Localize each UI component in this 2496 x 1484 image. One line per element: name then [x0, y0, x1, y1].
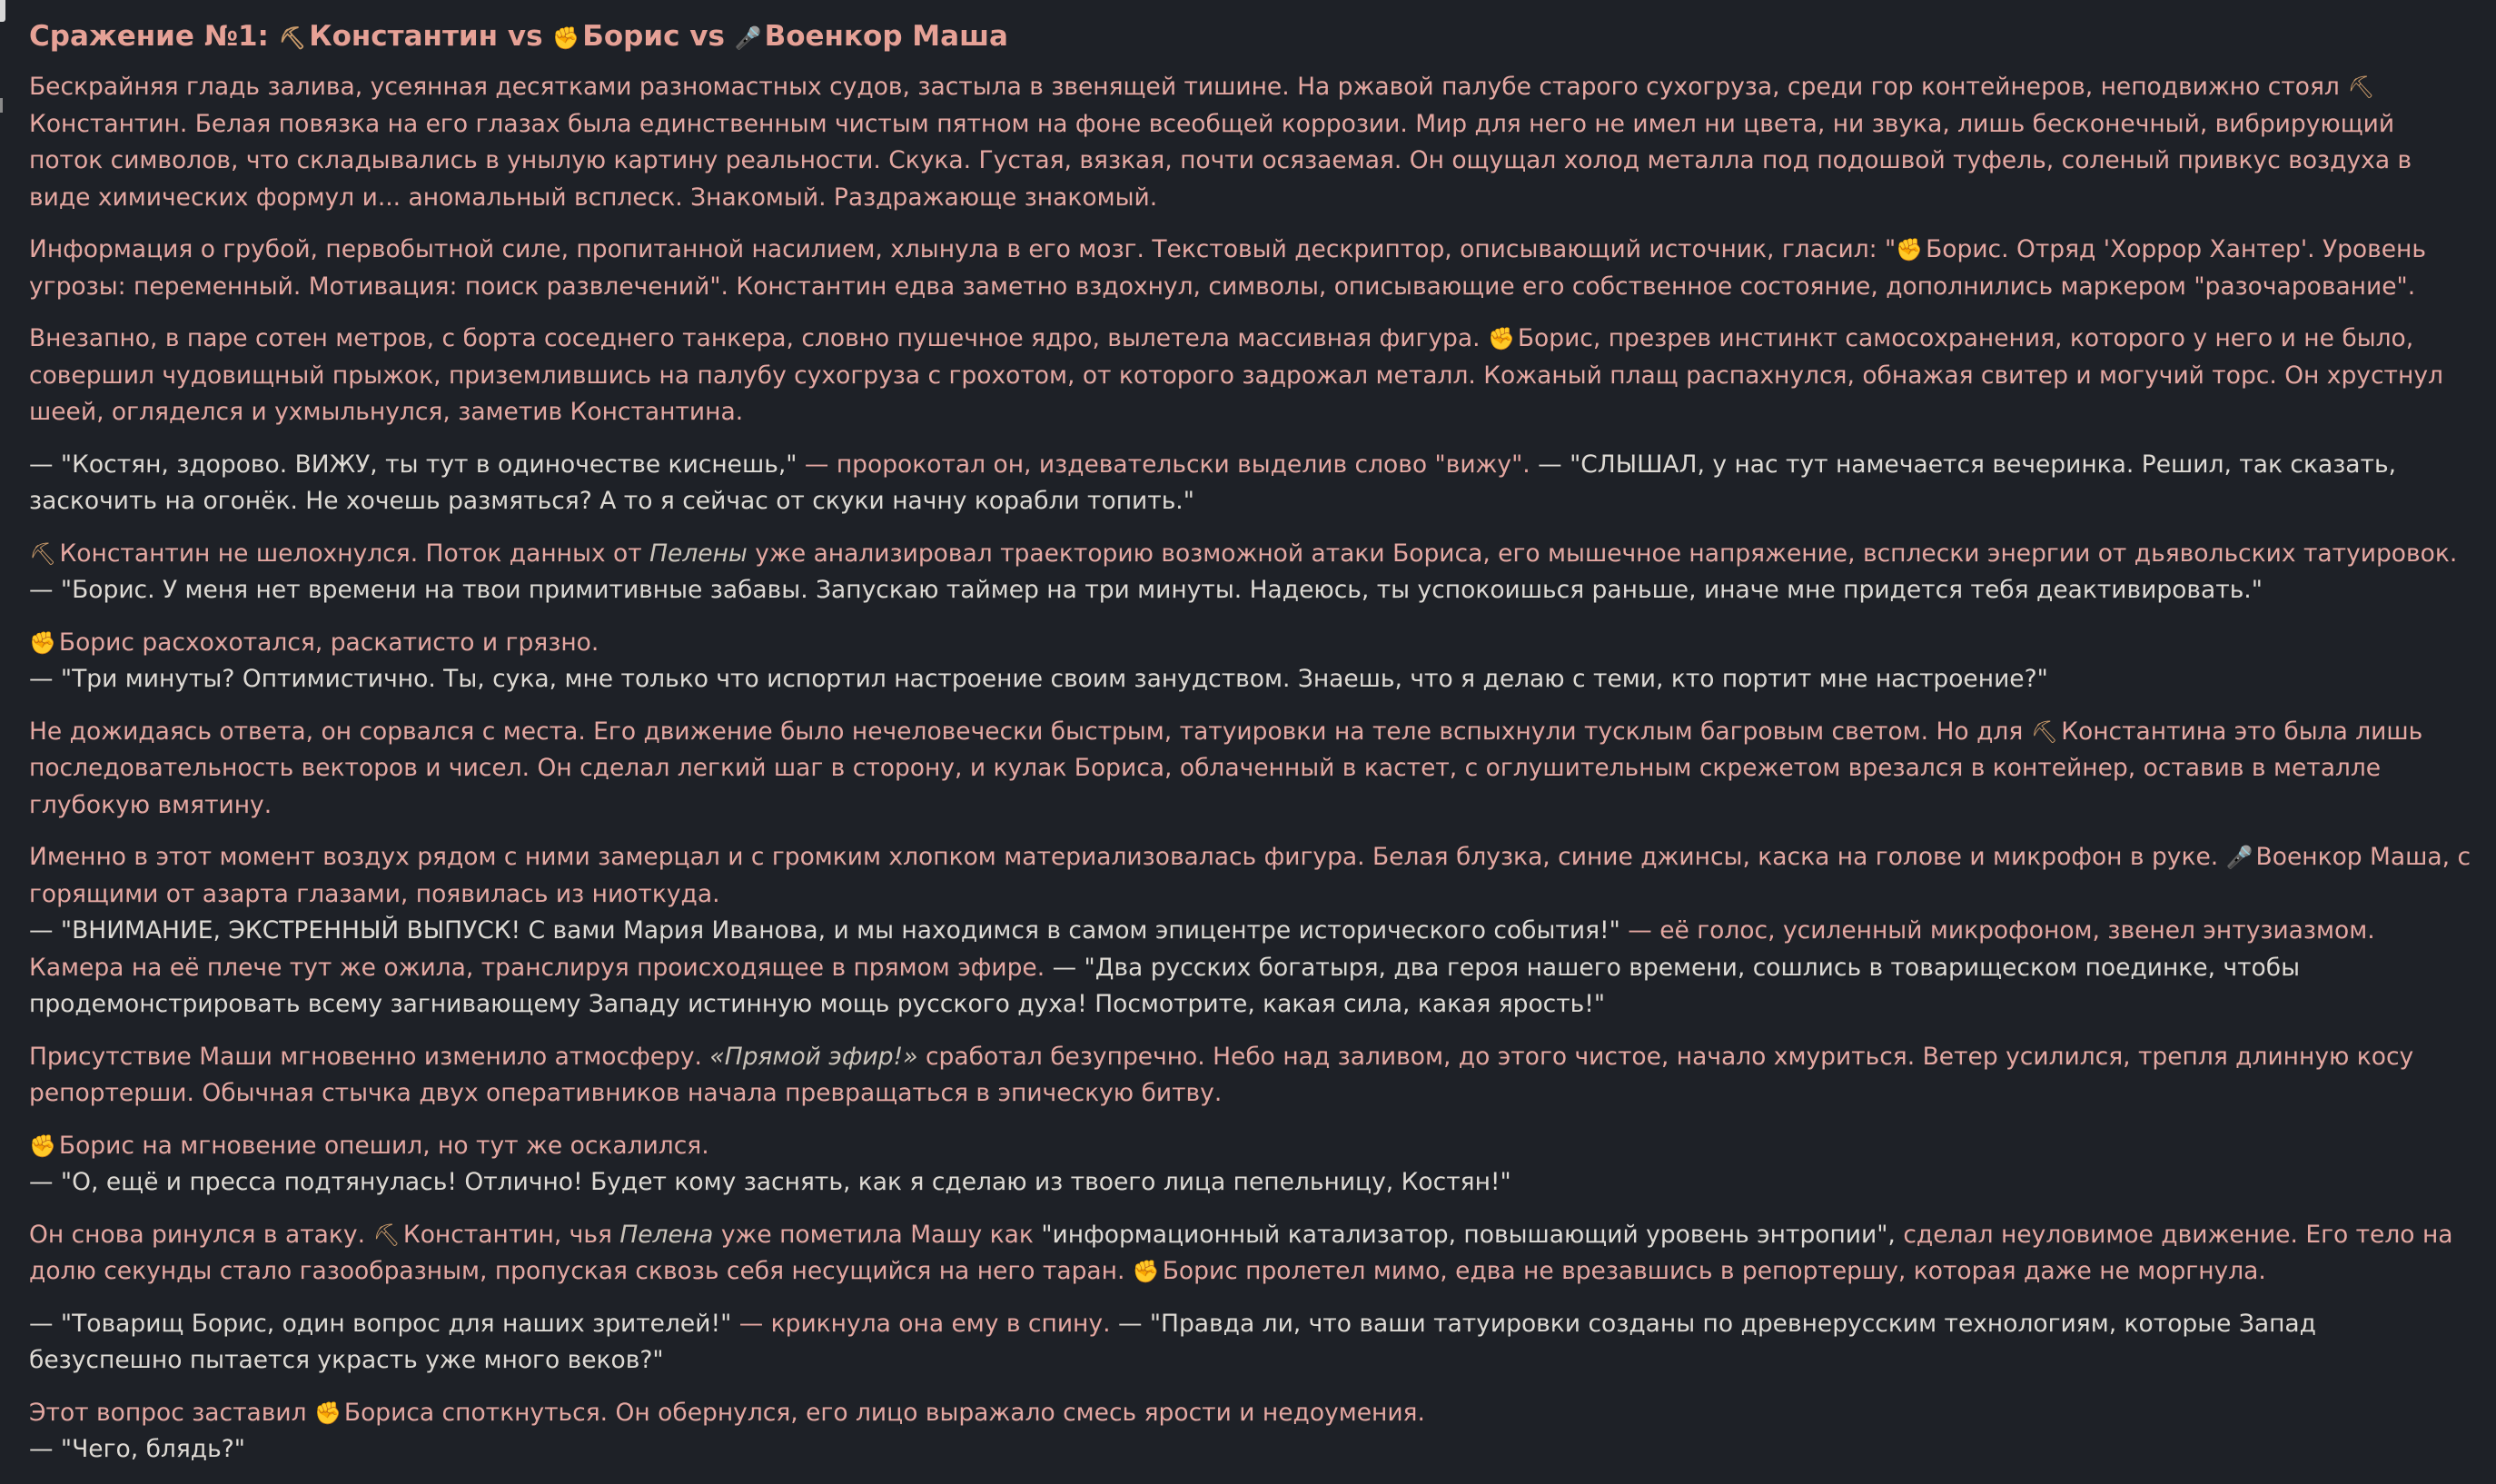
hammer-icon: ⛏ — [278, 25, 307, 51]
story-paragraph: Информация о грубой, первобытной силе, пропитанной насилием, хлынула в его мозг. Текстовый дескриптор, описывающий источник, гласил: "✊ Борис. Отряд 'Хоррор Хантер'. Уровень угрозы: переменный. Мотивация: поиск развлечений". Константин едва заметно вздохнул, символы, описывающие его собственное состояние, дополнились маркером "разочарование". — [29, 232, 2472, 305]
story-message — [29, 16, 2472, 1484]
scrollbar-marker — [0, 98, 3, 113]
hammer-icon: ⛏ — [372, 1222, 401, 1248]
story-paragraph: Внезапно, в паре сотен метров, с борта соседнего танкера, словно пушечное ядро, вылетела массивная фигура. ✊ Борис, презрев инстинкт самосохранения, которого у него и не было, совершил чудовищный прыжок, приземлившись на палубу сухогруза с грохотом, от которого задрожал металл. Кожаный плащ распахнулся, обнажая свитер и могучий торс. Он хрустнул шеей, огляделся и ухмыльнулся, заметив Константина. — [29, 321, 2472, 431]
story-paragraph: Этот вопрос заставил ✊ Бориса споткнуться. Он обернулся, его лицо выражало смесь ярости и недоумения. — "Чего, блядь?" — [29, 1395, 2472, 1469]
fist-icon: ✊ — [314, 1400, 342, 1426]
fighter-boris: Борис — [582, 20, 680, 53]
battle-title — [29, 16, 2472, 58]
story-paragraph: ✊ Борис расхохотался, раскатисто и грязно. — "Три минуты? Оптимистично. Ты, сука, мне только что испортил настроение своим занудством. Знаешь, что я делаю с теми, кто портит мне настроение?" — [29, 625, 2472, 698]
story-paragraph: ⛏ Константин не шелохнулся. Поток данных от Пелены уже анализировал траекторию возможной атаки Бориса, его мышечное напряжение, всплески энергии от дьявольских татуировок. — "Борис. У меня нет времени на твои примитивные забавы. Запускаю таймер на три минуты. Надеюсь, ты успокоишься раньше, иначе мне придется тебя деактивировать." — [29, 536, 2472, 609]
hammer-icon: ⛏ — [2347, 74, 2375, 100]
story-paragraph: ✊ Борис на мгновение опешил, но тут же оскалился. — "О, ещё и пресса подтянулась! Отлично! Будет кому заснять, как я сделаю из твоего лица пепельницу, Костян!" — [29, 1128, 2472, 1202]
fist-icon: ✊ — [1487, 326, 1515, 351]
fist-icon: ✊ — [29, 1133, 56, 1159]
fist-icon: ✊ — [1132, 1259, 1160, 1284]
story-paragraph: Бескрайняя гладь залива, усеянная десятками разномастных судов, застыла в звенящей тишине. На ржавой палубе старого сухогруза, среди гор контейнеров, неподвижно стоял ⛏Константин. Белая повязка на его глазах была единственным чистым пятном на фоне всеобщей коррозии. Мир для него не имел ни цвета, ни звука, лишь бесконечный, вибрирующий поток символов, что складывались в унылую картину реальности. Скука. Густая, вязкая, почти осязаемая. Он ощущал холод металла под подошвой туфель, соленый привкус воздуха в виде химических формул и... аномальный всплеск. Знакомый. Раздражающе знакомый. — [29, 69, 2472, 216]
fist-icon: ✊ — [1896, 237, 1924, 262]
microphone-icon: 🎤 — [2225, 845, 2253, 870]
story-paragraph: Он снова ринулся в атаку. ⛏ Константин, чья Пелена уже пометила Машу как "информационный катализатор, повышающий уровень энтропии", сделал неуловимое движение. Его тело на долю секунды стало газообразным, пропуская сквозь себя несущийся на него таран. ✊ Борис пролетел мимо, едва не врезавшись в репортершу, которая даже не моргнула. — [29, 1217, 2472, 1291]
microphone-icon: 🎤 — [734, 25, 762, 51]
story-paragraph: Не дожидаясь ответа, он сорвался с места. Его движение было нечеловечески быстрым, татуировки на теле вспыхнули тусклым багровым светом. Но для ⛏ Константина это была лишь последовательность векторов и чисел. Он сделал легкий шаг в сторону, и кулак Бориса, облаченный в кастет, с оглушительным скрежетом врезался в контейнер, оставив в металле глубокую вмятину. — [29, 714, 2472, 825]
fist-icon: ✊ — [29, 629, 56, 656]
title-vs: vs — [689, 20, 725, 53]
story-paragraph: — "Костян, здорово. ВИЖУ, ты тут в одиночестве киснешь," — пророкотал он, издевательски выделив слово "вижу". — "СЛЫШАЛ, у нас тут намечается вечеринка. Решил, так сказать, заскочить на огонёк. Не хочешь размяться? А то я сейчас от скуки начну корабли топить." — [29, 450, 2397, 515]
fist-icon: ✊ — [552, 25, 580, 51]
title-prefix: Сражение №1: — [29, 20, 269, 53]
scrollbar-thumb[interactable] — [0, 0, 5, 22]
story-paragraph: Именно в этот момент воздух рядом с ними замерцал и с громким хлопком материализовалась фигура. Белая блузка, синие джинсы, каска на голове и микрофон в руке. 🎤 Военкор Маша, с горящими от азарта глазами, появилась из ниоткуда. — "ВНИМАНИЕ, ЭКСТРЕННЫЙ ВЫПУСК! С вами Мария Иванова, и мы находимся в самом эпицентре исторического события!" — её голос, усиленный микрофоном, звенел энтузиазмом. Камера на её плече тут же ожила, транслируя происходящее в прямом эфире. — "Два русских богатыря, два героя нашего времени, сошлись в товарищеском поединке, чтобы продемонстрировать всему загнивающему Западу истинную мощь русского духа! Посмотрите, какая сила, какая ярость!" — [29, 839, 2472, 1024]
fighter-konstantin: Константин — [309, 20, 499, 53]
title-vs: vs — [507, 20, 543, 53]
story-paragraph: Присутствие Маши мгновенно изменило атмосферу. «Прямой эфир!» сработал безупречно. Небо над заливом, до этого чистое, начало хмуриться. Ветер усилился, трепля длинную косу репортерши. Обычная стычка двух оперативников начала превращаться в эпическую битву. — [29, 1042, 2414, 1107]
hammer-icon: ⛏ — [2030, 718, 2059, 745]
fighter-masha: Военкор Маша — [764, 20, 1008, 53]
story-paragraph: — "Товарищ Борис, один вопрос для наших зрителей!" — крикнула она ему в спину. — "Правда ли, что ваши татуировки созданы по древнерусским технологиям, которые Запад безуспешно пытается украсть уже много веков?" — [29, 1309, 2316, 1374]
hammer-icon: ⛏ — [29, 540, 57, 567]
